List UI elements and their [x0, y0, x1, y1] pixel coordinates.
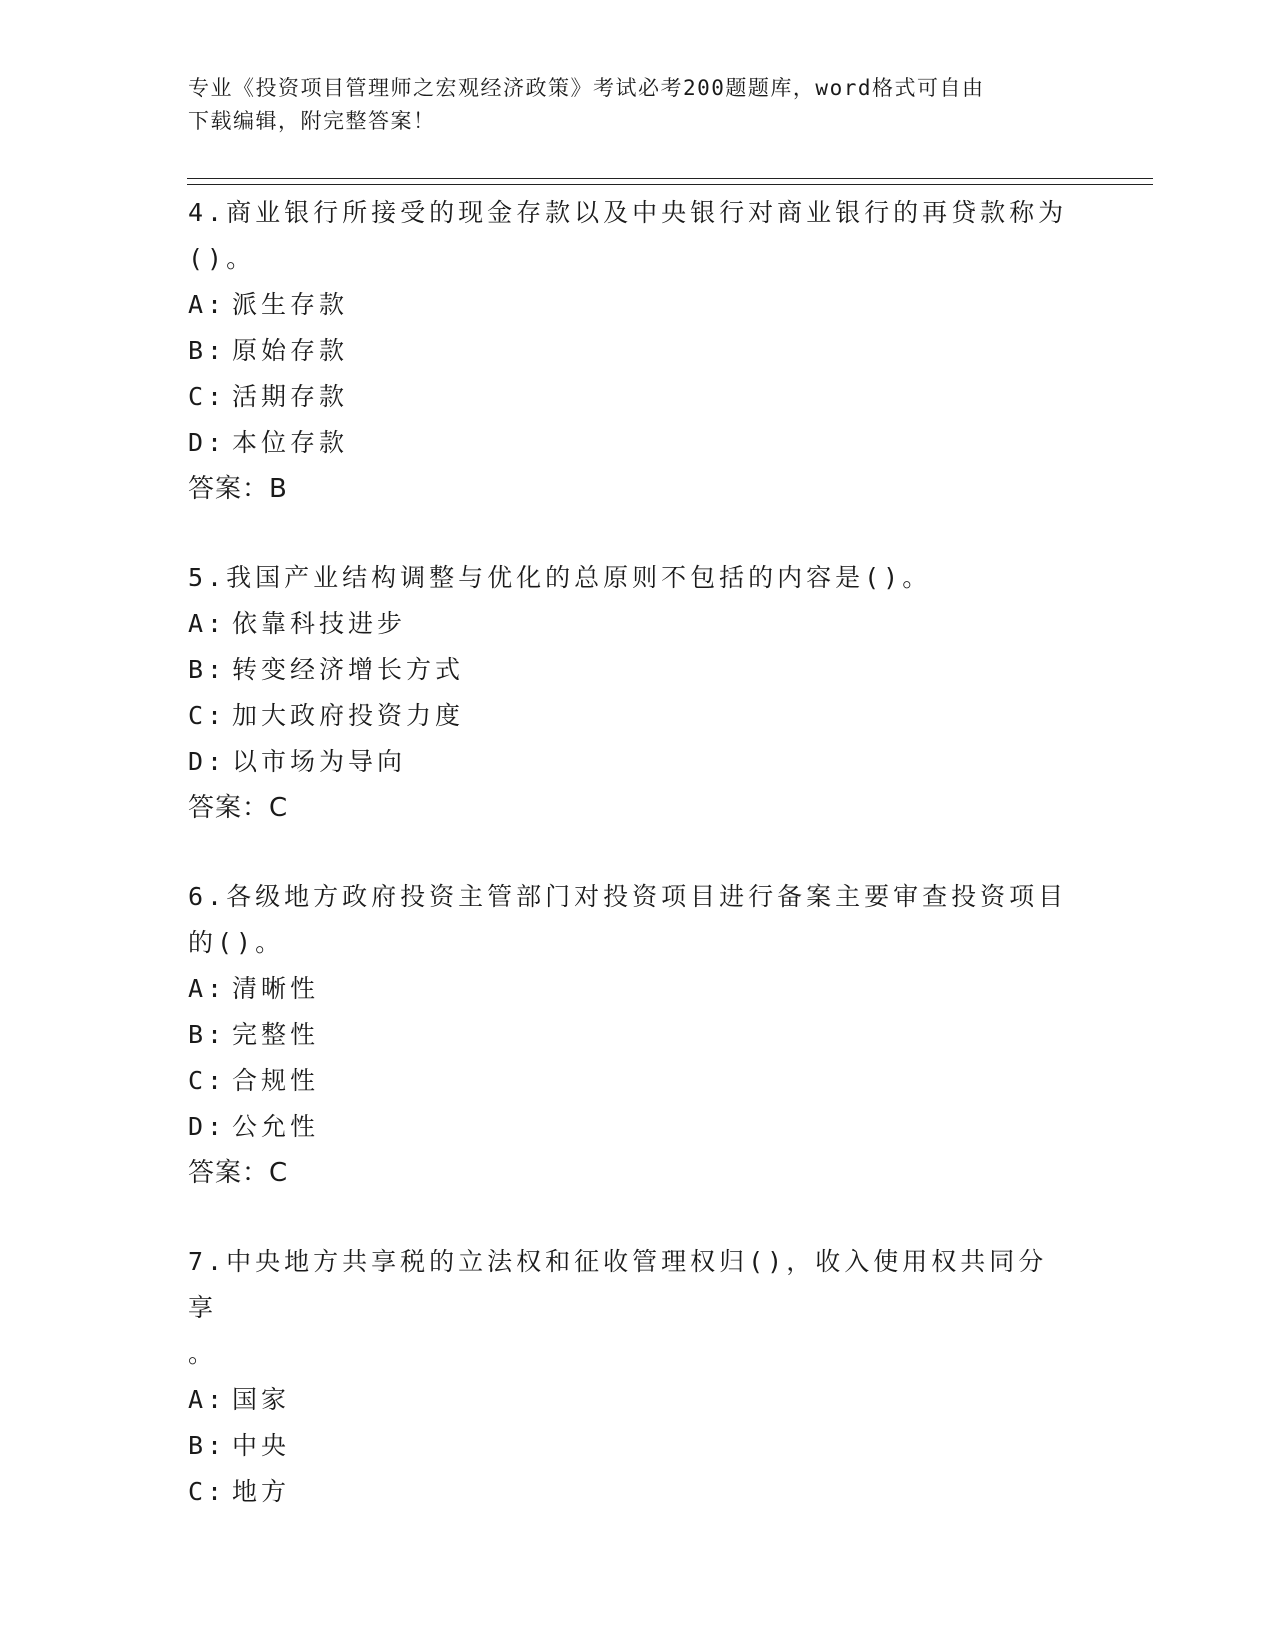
option-text: 加大政府投资力度: [232, 701, 465, 730]
option-letter: A:: [188, 290, 227, 319]
option-letter: C:: [188, 701, 227, 730]
answer-label: 答案：B: [188, 474, 288, 504]
question-stem: 6.各级地方政府投资主管部门对投资项目进行备案主要审查投资项目: [188, 882, 1068, 911]
option-a: [188, 282, 1068, 328]
option-letter: A:: [188, 974, 227, 1003]
option-letter: B:: [188, 1020, 227, 1049]
question-stem-continued: 。: [188, 1339, 218, 1368]
question-4: [188, 190, 1068, 512]
question-stem: 7.中央地方共享税的立法权和征收管理权归()，收入使用权共同分享: [188, 1247, 1048, 1322]
question-5: [188, 555, 1068, 831]
option-text: 依靠科技进步: [232, 609, 407, 638]
option-text: 本位存款: [232, 428, 349, 457]
question-6: [188, 874, 1068, 1196]
option-letter: B:: [188, 655, 227, 684]
option-b: [188, 647, 1068, 693]
option-text: 国家: [232, 1385, 291, 1414]
question-stem: 5.我国产业结构调整与优化的总原则不包括的内容是()。: [188, 563, 932, 592]
option-d: [188, 739, 1068, 785]
option-letter: A:: [188, 1385, 227, 1414]
question-stem: 4.商业银行所接受的现金存款以及中央银行对商业银行的再贷款称为: [188, 198, 1068, 227]
answer-label: 答案：C: [188, 1158, 289, 1188]
option-letter: B:: [188, 336, 227, 365]
option-b: [188, 328, 1068, 374]
answer-label: 答案：C: [188, 793, 289, 823]
option-text: 转变经济增长方式: [232, 655, 465, 684]
option-letter: B:: [188, 1431, 227, 1460]
option-text: 原始存款: [232, 336, 349, 365]
option-a: [188, 966, 1068, 1012]
option-text: 派生存款: [232, 290, 349, 319]
option-text: 合规性: [232, 1066, 320, 1095]
option-c: [188, 374, 1068, 420]
header-divider-bottom: [187, 184, 1153, 185]
option-letter: A:: [188, 609, 227, 638]
option-text: 完整性: [232, 1020, 320, 1049]
option-d: [188, 1104, 1068, 1150]
option-letter: D:: [188, 747, 227, 776]
option-letter: C:: [188, 1477, 227, 1506]
option-text: 清晰性: [232, 974, 320, 1003]
option-letter: C:: [188, 1066, 227, 1095]
question-stem-continued: 的()。: [188, 928, 285, 957]
option-text: 活期存款: [232, 382, 349, 411]
option-a: [188, 1377, 1068, 1423]
document-header: [188, 72, 1068, 138]
header-divider-top: [187, 178, 1153, 179]
option-b: [188, 1012, 1068, 1058]
option-letter: C:: [188, 382, 227, 411]
option-text: 以市场为导向: [232, 747, 407, 776]
header-line-2: 下载编辑，附完整答案！: [188, 109, 436, 133]
option-d: [188, 420, 1068, 466]
option-letter: D:: [188, 428, 227, 457]
option-text: 中央: [232, 1431, 291, 1460]
option-a: [188, 601, 1068, 647]
header-line-1: 专业《投资项目管理师之宏观经济政策》考试必考200题题库，word格式可自由: [188, 76, 985, 100]
question-7: [188, 1239, 1068, 1515]
option-text: 地方: [232, 1477, 291, 1506]
option-c: [188, 693, 1068, 739]
question-stem-continued: ()。: [188, 244, 256, 273]
option-text: 公允性: [232, 1112, 320, 1141]
option-c: [188, 1058, 1068, 1104]
option-c: [188, 1469, 1068, 1515]
option-b: [188, 1423, 1068, 1469]
question-list: [188, 190, 1068, 1558]
option-letter: D:: [188, 1112, 227, 1141]
